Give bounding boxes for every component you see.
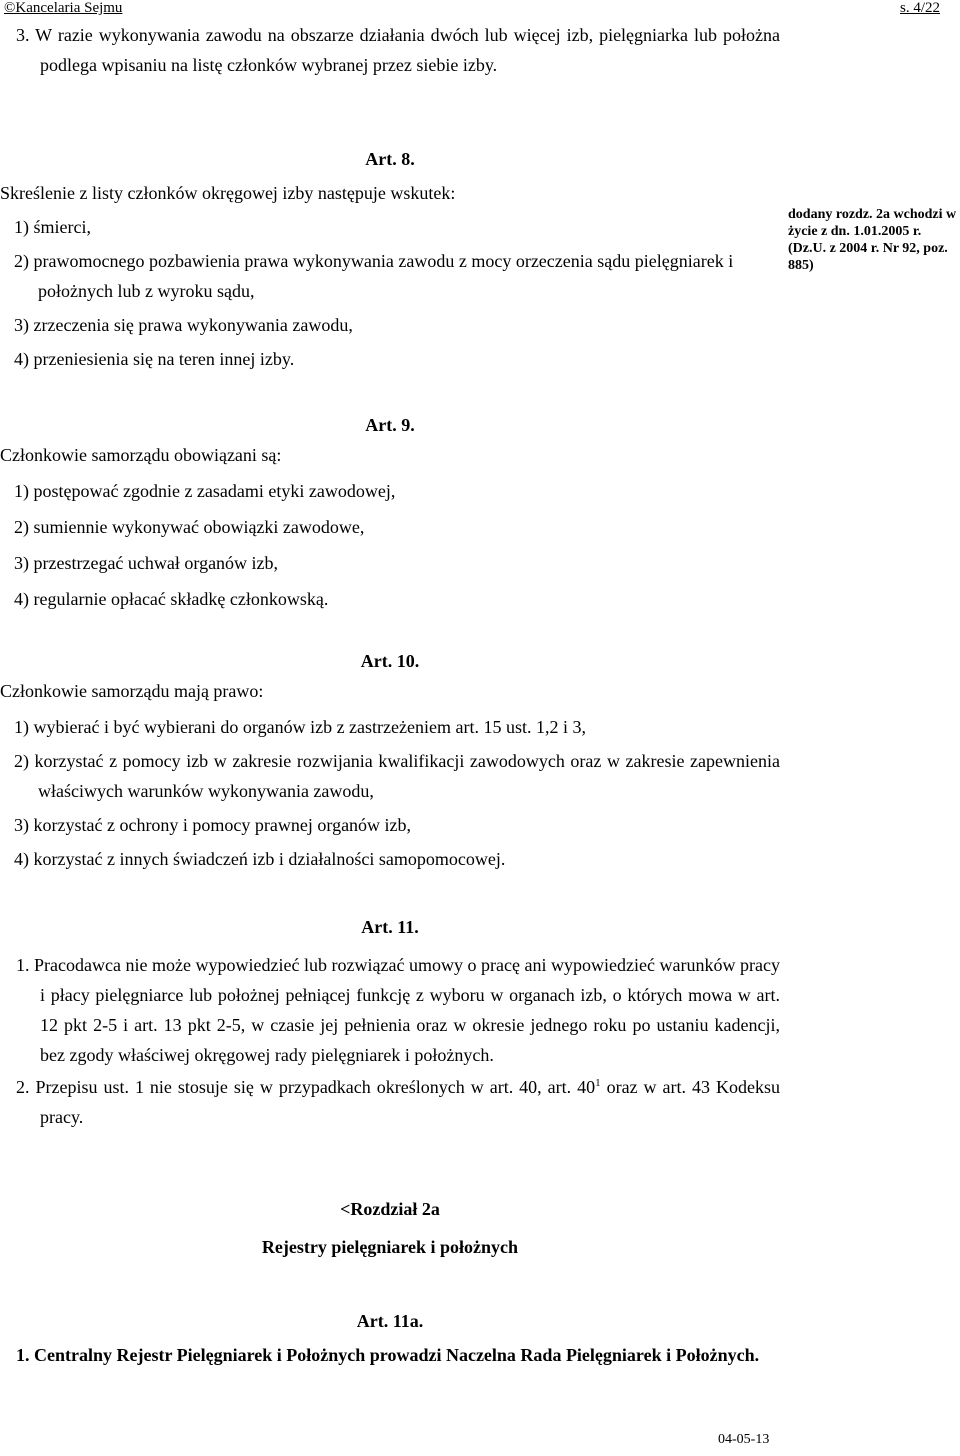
article-9-title: Art. 9. — [365, 415, 415, 435]
chapter-title: Rejestry pielęgniarek i położnych — [261, 1237, 519, 1257]
superscript: 1 — [595, 1077, 601, 1089]
article-8-item: 1) śmierci, — [14, 217, 91, 237]
chapter-heading — [0, 1194, 780, 1262]
article-10-item: 4) korzystać z innych świadczeń izb i działalności samopomocowej. — [14, 849, 506, 869]
article-10 — [0, 646, 780, 874]
article-9-intro: Członkowie samorządu obowiązani są: — [0, 445, 282, 465]
article-9-item: 1) postępować zgodnie z zasadami etyki zawodowej, — [14, 481, 396, 501]
section-top — [0, 20, 780, 80]
article-8-intro: Skreślenie z listy członków okręgowej izby następuje wskutek: — [0, 183, 456, 203]
article-10-item: 1) wybierać i być wybierani do organów izb z zastrzeżeniem art. 15 ust. 1,2 i 3, — [14, 717, 586, 737]
article-9-item: 4) regularnie opłacać składkę członkowską. — [14, 589, 329, 609]
side-note: dodany rozdz. 2a wchodzi w życie z dn. 1.01.2005 r. (Dz.U. z 2004 r. Nr 92, poz. 885) — [788, 207, 957, 273]
article-8 — [0, 144, 780, 374]
article-8-item: 4) przeniesienia się na teren innej izby. — [14, 349, 295, 369]
article-10-title: Art. 10. — [360, 651, 420, 671]
article-10-item: 2) korzystać z pomocy izb w zakresie rozwijania kwalifikacji zawodowych oraz w zakresie zapewnienia właściwych warunków wykonywania zawodu, — [14, 751, 780, 801]
article-11a-title: Art. 11a. — [356, 1311, 424, 1331]
article-9 — [0, 410, 780, 614]
article-11-paragraph-2-text: 2. Przepisu ust. 1 nie stosuje się w przypadkach określonych w art. 40, art. 40 — [16, 1077, 596, 1097]
footer-date: 04-05-13 — [718, 1432, 770, 1447]
article-11 — [0, 912, 780, 1132]
article-8-title: Art. 8. — [365, 149, 415, 169]
paragraph-3: 3. W razie wykonywania zawodu na obszarze działania dwóch lub więcej izb, pielęgniarka lub położna podlega wpisaniu na listę członków wybranej przez siebie izby. — [16, 25, 780, 75]
article-9-item: 2) sumiennie wykonywać obowiązki zawodowe, — [14, 517, 365, 537]
article-8-item: 3) zrzeczenia się prawa wykonywania zawodu, — [14, 315, 353, 335]
article-11a-paragraph-1: 1. Centralny Rejestr Pielęgniarek i Położnych prowadzi Naczelna Rada Pielęgniarek i Położnych. — [16, 1345, 760, 1365]
article-11a — [0, 1306, 780, 1370]
chapter-number — [0, 1194, 780, 1224]
article-9-item: 3) przestrzegać uchwał organów izb, — [14, 553, 279, 573]
article-11-paragraph-2 — [0, 1072, 780, 1132]
article-8-item: 2) prawomocnego pozbawienia prawa wykonywania zawodu z mocy orzeczenia sądu pielęgniarek i położnych lub z wyroku sądu, — [14, 251, 734, 301]
article-10-item: 3) korzystać z ochrony i pomocy prawnej organów izb, — [14, 815, 412, 835]
article-11-paragraph-2-text-end: oraz w art. 43 Kodeksu pracy. — [40, 1077, 780, 1127]
chapter-number-text: <Rozdział 2a — [340, 1199, 440, 1219]
header-page-number: s. 4/22 — [900, 0, 941, 16]
header-publisher: ©Kancelaria Sejmu — [4, 0, 123, 16]
article-10-intro: Członkowie samorządu mają prawo: — [0, 681, 264, 701]
article-11-title: Art. 11. — [361, 917, 419, 937]
article-11-paragraph-1: 1. Pracodawca nie może wypowiedzieć lub rozwiązać umowy o pracę ani wypowiedzieć warunków pracy i płacy pielęgniarce lub położnej pełniącej funkcję z wyboru w organach izb, o których mowa w art. 12 pkt 2-5 i art. 13 pkt 2-5, w czasie jej pełnienia oraz w okresie jednego roku po ustaniu kadencji, bez zgody właściwej okręgowej rady pielęgniarek i położnych. — [16, 955, 780, 1065]
